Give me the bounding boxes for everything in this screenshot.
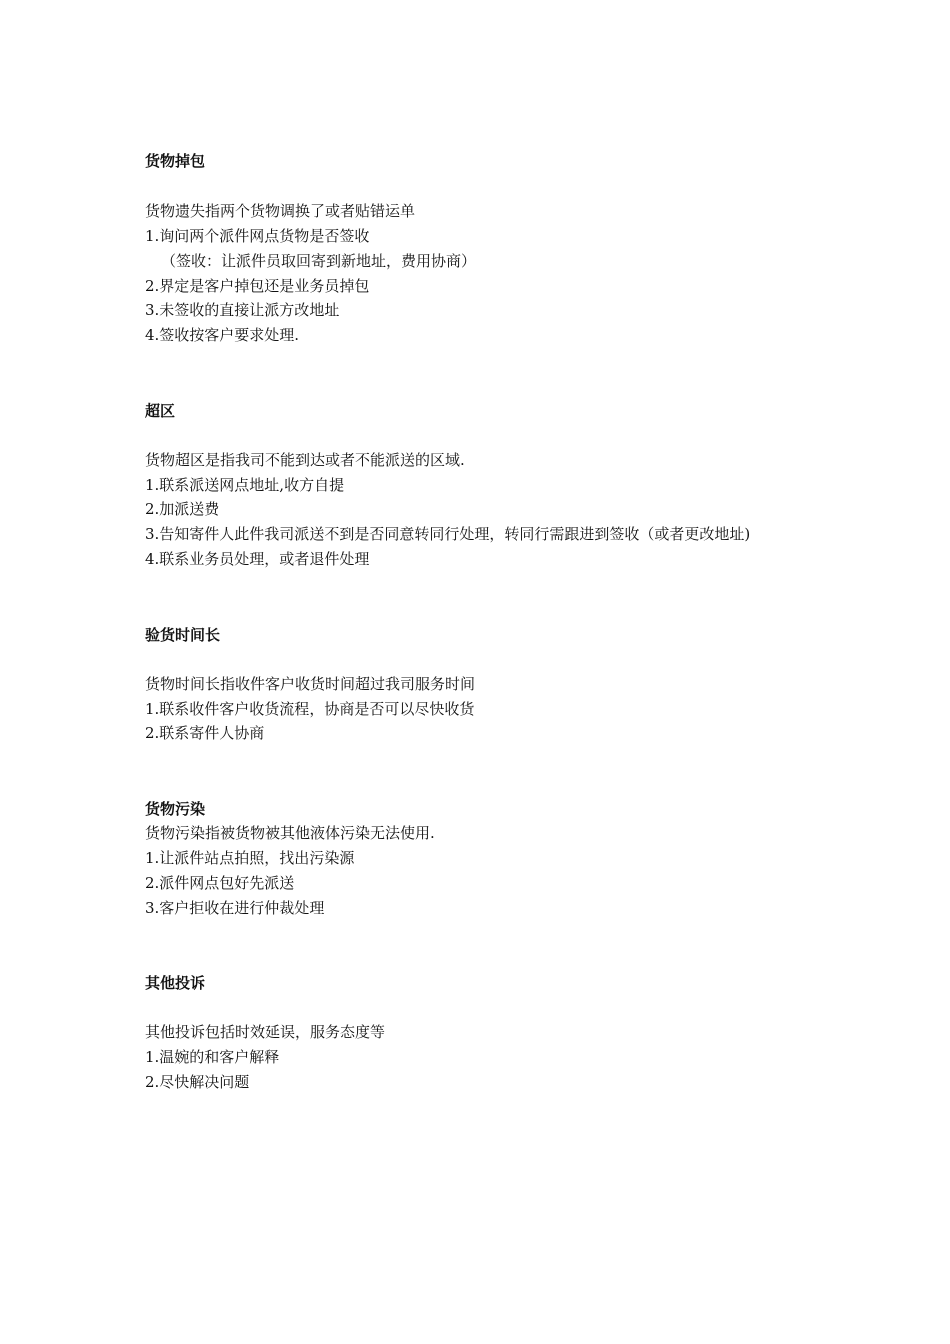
section-title: 货物污染 <box>145 800 206 818</box>
list-item: 1.联系收件客户收货流程，协商是否可以尽快收货 <box>145 700 475 718</box>
list-item: 2.尽快解决问题 <box>145 1073 250 1091</box>
section-intro: 货物污染指被货物被其他液体污染无法使用. <box>145 824 435 842</box>
list-item: 2.界定是客户掉包还是业务员掉包 <box>145 277 370 295</box>
section-intro: 货物遗失指两个货物调换了或者贴错运单 <box>145 202 416 220</box>
list-item: 3.客户拒收在进行仲裁处理 <box>145 899 325 917</box>
list-item: 1.询问两个派件网点货物是否签收 <box>145 227 370 245</box>
list-item: 1.让派件站点拍照，找出污染源 <box>145 849 355 867</box>
list-item: 4.联系业务员处理，或者退件处理 <box>145 550 370 568</box>
section-title: 验货时间长 <box>145 626 221 644</box>
list-item: 1.联系派送网点地址,收方自提 <box>145 476 345 494</box>
list-item-note: （签收：让派件员取回寄到新地址，费用协商） <box>161 252 477 270</box>
list-item: 1.温婉的和客户解释 <box>145 1048 280 1066</box>
list-item: 3.未签收的直接让派方改地址 <box>145 301 340 319</box>
list-item: 4.签收按客户要求处理. <box>145 326 300 344</box>
section-title: 货物掉包 <box>145 152 206 170</box>
list-item: 2.联系寄件人协商 <box>145 724 265 742</box>
section-intro: 其他投诉包括时效延误，服务态度等 <box>145 1023 386 1041</box>
section-intro: 货物超区是指我司不能到达或者不能派送的区域. <box>145 451 465 469</box>
section-intro: 货物时间长指收件客户收货时间超过我司服务时间 <box>145 675 476 693</box>
section-title: 其他投诉 <box>145 974 206 992</box>
section-title: 超区 <box>145 402 176 420</box>
list-item: 2.派件网点包好先派送 <box>145 874 295 892</box>
list-item: 2.加派送费 <box>145 500 220 518</box>
list-item: 3.告知寄件人此件我司派送不到是否同意转同行处理，转同行需跟进到签收（或者更改地址) <box>145 525 751 543</box>
